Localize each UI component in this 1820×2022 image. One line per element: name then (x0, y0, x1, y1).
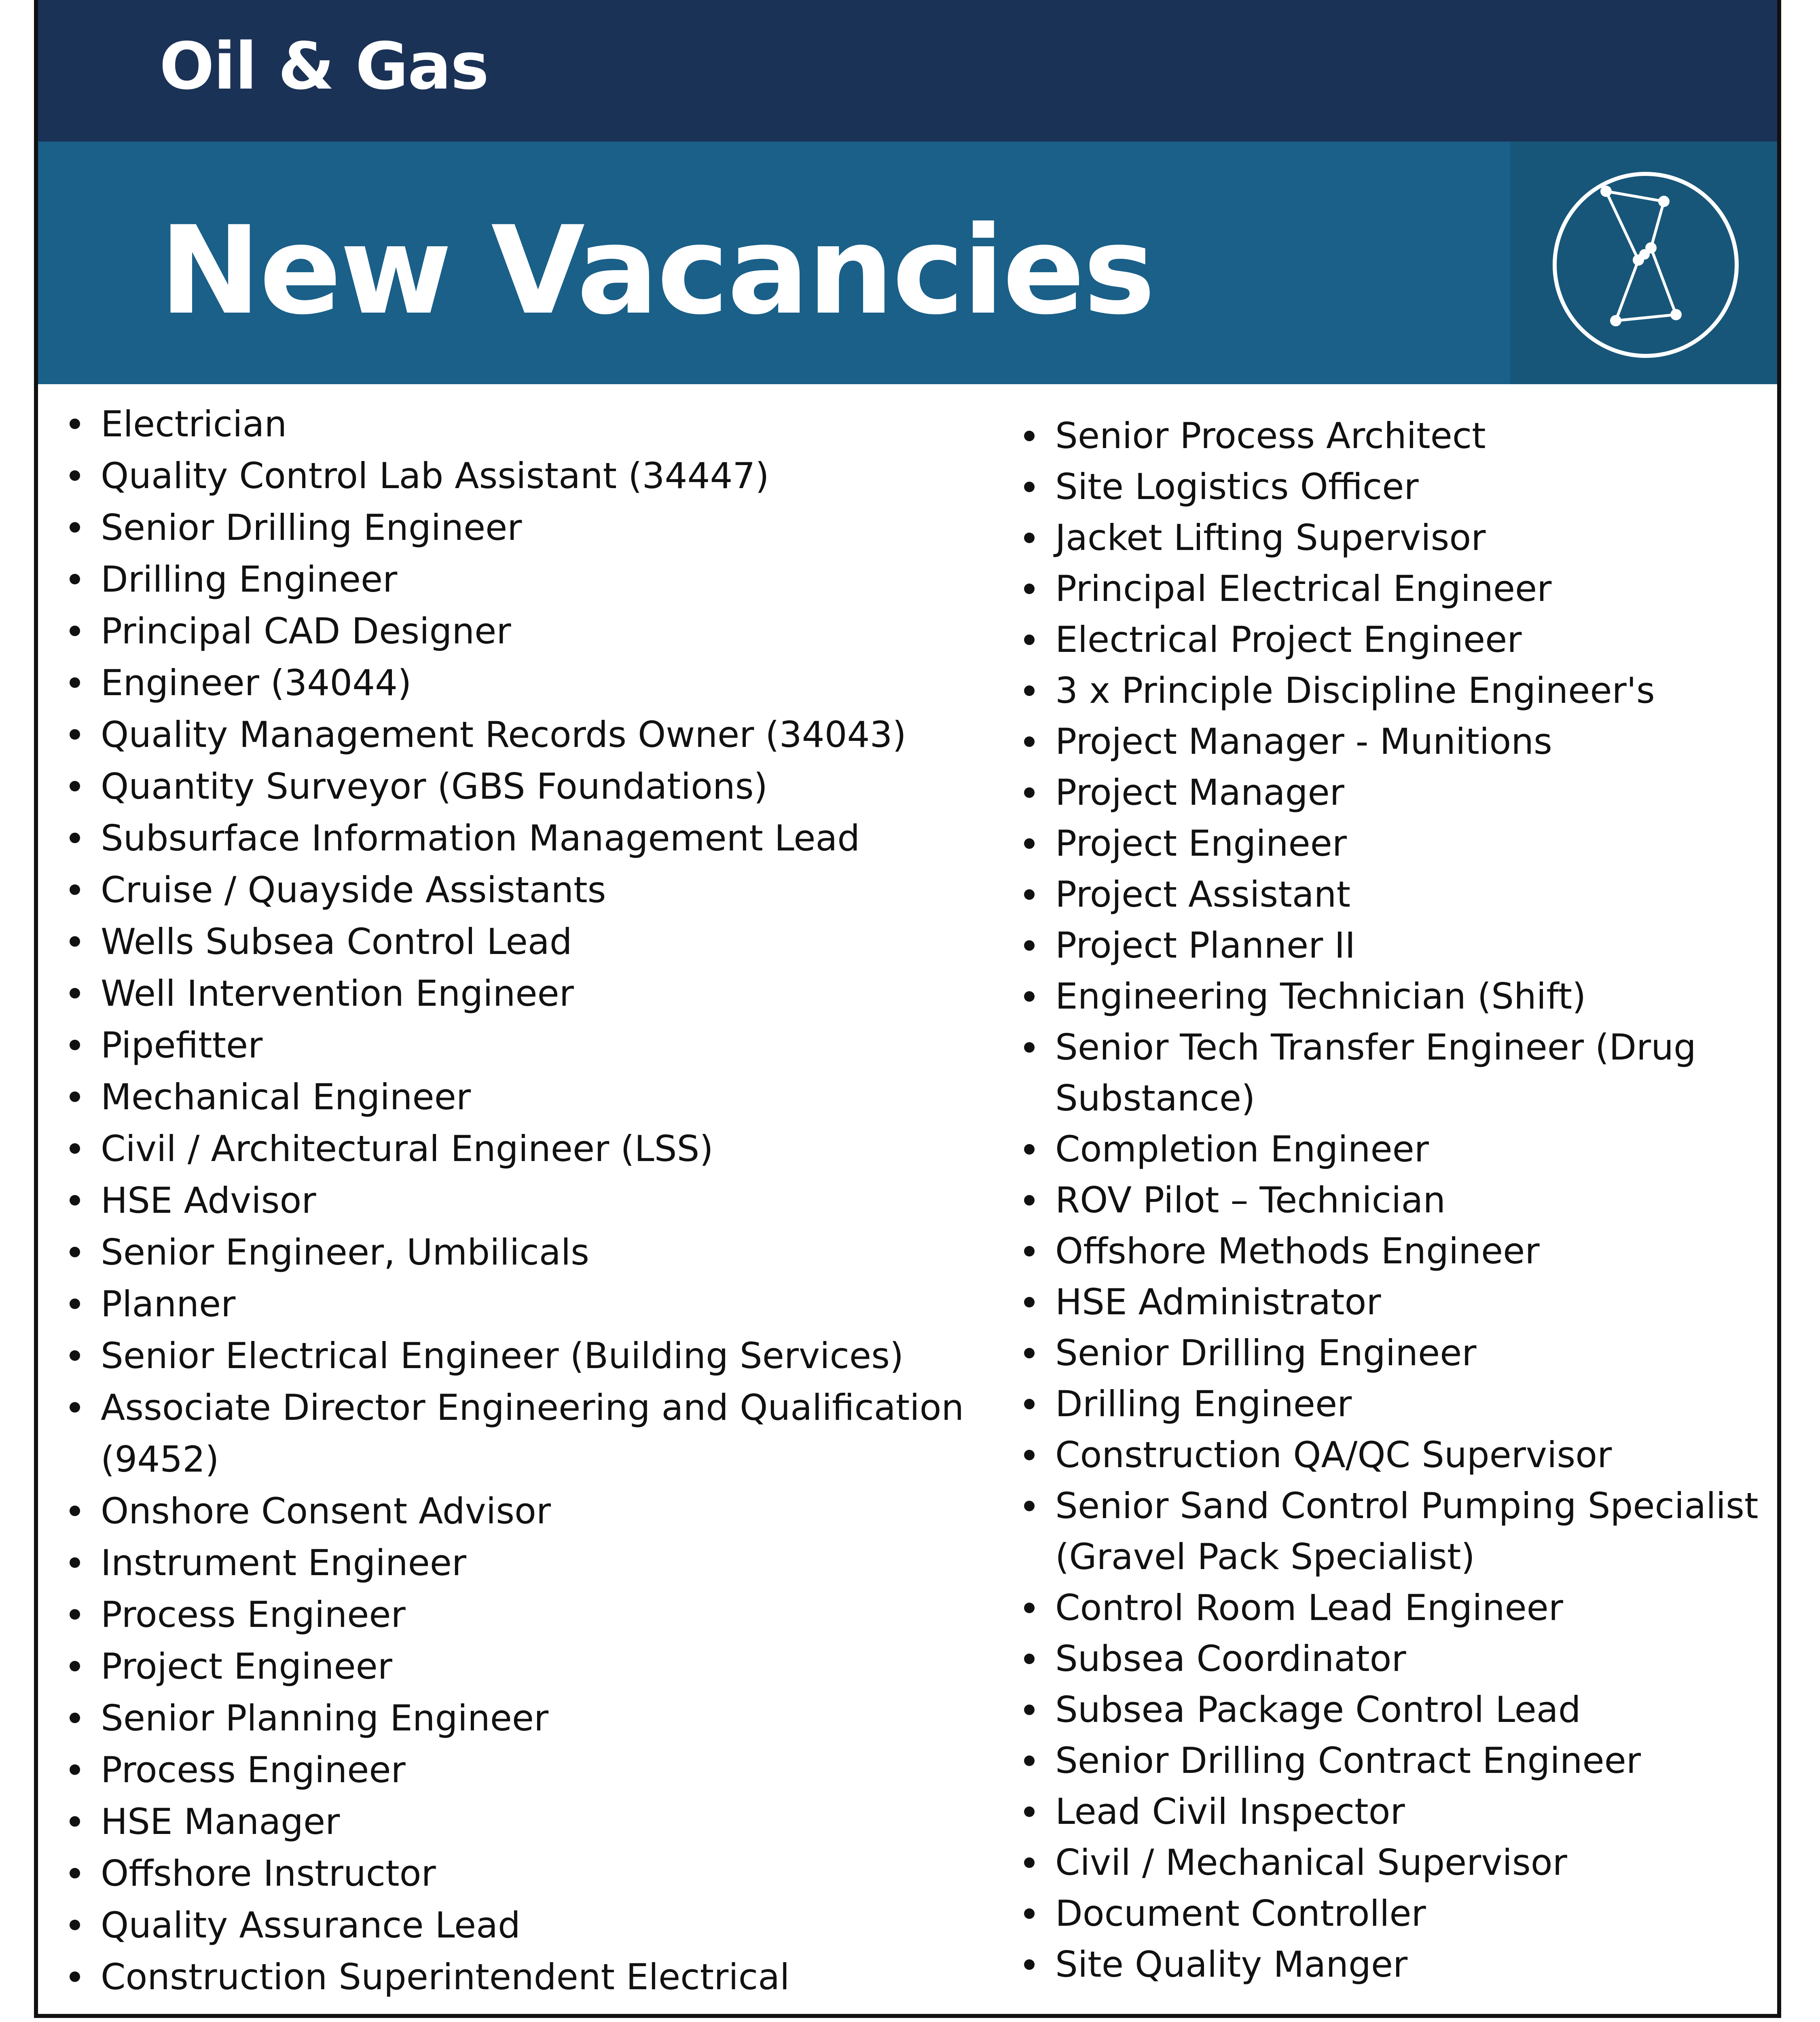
list-item: Instrument Engineer (38, 1537, 1009, 1589)
list-item: Site Logistics Officer (993, 461, 1777, 512)
list-item: Process Engineer (38, 1744, 1009, 1796)
list-item: Document Controller (993, 1888, 1777, 1939)
list-item: Onshore Consent Advisor (38, 1485, 1009, 1537)
list-item: Jacket Lifting Supervisor (993, 512, 1777, 563)
list-item: Senior Drilling Contract Engineer (993, 1735, 1777, 1786)
list-item: HSE Manager (38, 1796, 1009, 1848)
list-item: Offshore Instructor (38, 1848, 1009, 1899)
list-item: Construction QA/QC Supervisor (993, 1430, 1777, 1481)
list-item: Control Room Lead Engineer (993, 1582, 1777, 1633)
list-item: Quality Management Records Owner (34043) (38, 709, 1009, 761)
list-item: Cruise / Quayside Assistants (38, 864, 1009, 916)
list-item: Pipefitter (38, 1019, 1009, 1071)
vacancies-banner (38, 142, 1510, 384)
poster-frame (34, 0, 1781, 2018)
list-item: ROV Pilot – Technician (993, 1175, 1777, 1226)
list-item: Quality Assurance Lead (38, 1899, 1009, 1951)
list-item: Subsea Package Control Lead (993, 1684, 1777, 1735)
list-item: Completion Engineer (993, 1124, 1777, 1175)
banner-title: New Vacancies (159, 200, 1154, 341)
category-band (38, 0, 1777, 142)
list-item: Well Intervention Engineer (38, 968, 1009, 1019)
list-item: Principal Electrical Engineer (993, 563, 1777, 614)
constellation-icon (1549, 168, 1743, 362)
list-item: Senior Drilling Engineer (993, 1328, 1777, 1379)
logo-box (1510, 142, 1781, 384)
list-item: Project Manager - Munitions (993, 716, 1777, 767)
list-item: Drilling Engineer (38, 554, 1009, 605)
list-item: Site Quality Manger (993, 1939, 1777, 1990)
list-item: Senior Process Architect (993, 410, 1777, 461)
list-item: Senior Drilling Engineer (38, 502, 1009, 554)
list-item: Subsurface Information Management Lead (38, 812, 1009, 864)
list-item: Process Engineer (38, 1589, 1009, 1641)
list-item: Senior Sand Control Pumping Specialist (Gravel Pack Specialist) (993, 1481, 1777, 1582)
list-item: Project Engineer (993, 818, 1777, 869)
list-item: Project Planner II (993, 920, 1777, 971)
list-item: Drilling Engineer (993, 1379, 1777, 1430)
list-item: Construction Superintendent Electrical (38, 1951, 1009, 2003)
list-item: Project Manager (993, 767, 1777, 818)
list-item: Civil / Mechanical Supervisor (993, 1837, 1777, 1888)
list-item: Planner (38, 1278, 1009, 1330)
list-item: Principal CAD Designer (38, 605, 1009, 657)
list-item: Subsea Coordinator (993, 1633, 1777, 1684)
list-item: Mechanical Engineer (38, 1071, 1009, 1123)
vacancy-list-left (38, 398, 1009, 2003)
list-item: Quality Control Lab Assistant (34447) (38, 450, 1009, 502)
list-item: Electrician (38, 398, 1009, 450)
list-item: 3 x Principle Discipline Engineer's (993, 665, 1777, 716)
list-item: Civil / Architectural Engineer (LSS) (38, 1123, 1009, 1175)
vacancy-list-right (993, 410, 1777, 1990)
list-item: Project Engineer (38, 1641, 1009, 1692)
list-item: Senior Planning Engineer (38, 1692, 1009, 1744)
list-item: Wells Subsea Control Lead (38, 916, 1009, 968)
list-item: Senior Tech Transfer Engineer (Drug Substance) (993, 1022, 1777, 1124)
list-item: Lead Civil Inspector (993, 1786, 1777, 1837)
list-item: Engineering Technician (Shift) (993, 971, 1777, 1022)
list-item: Senior Engineer, Umbilicals (38, 1227, 1009, 1278)
list-item: HSE Administrator (993, 1277, 1777, 1328)
list-item: Project Assistant (993, 869, 1777, 920)
list-item: Engineer (34044) (38, 657, 1009, 709)
list-item: Offshore Methods Engineer (993, 1226, 1777, 1277)
list-item: HSE Advisor (38, 1175, 1009, 1227)
list-item: Quantity Surveyor (GBS Foundations) (38, 761, 1009, 812)
list-item: Associate Director Engineering and Qualification (9452) (38, 1382, 1009, 1485)
list-item: Senior Electrical Engineer (Building Services) (38, 1330, 1009, 1382)
list-item: Electrical Project Engineer (993, 614, 1777, 665)
category-title: Oil & Gas (159, 28, 489, 104)
